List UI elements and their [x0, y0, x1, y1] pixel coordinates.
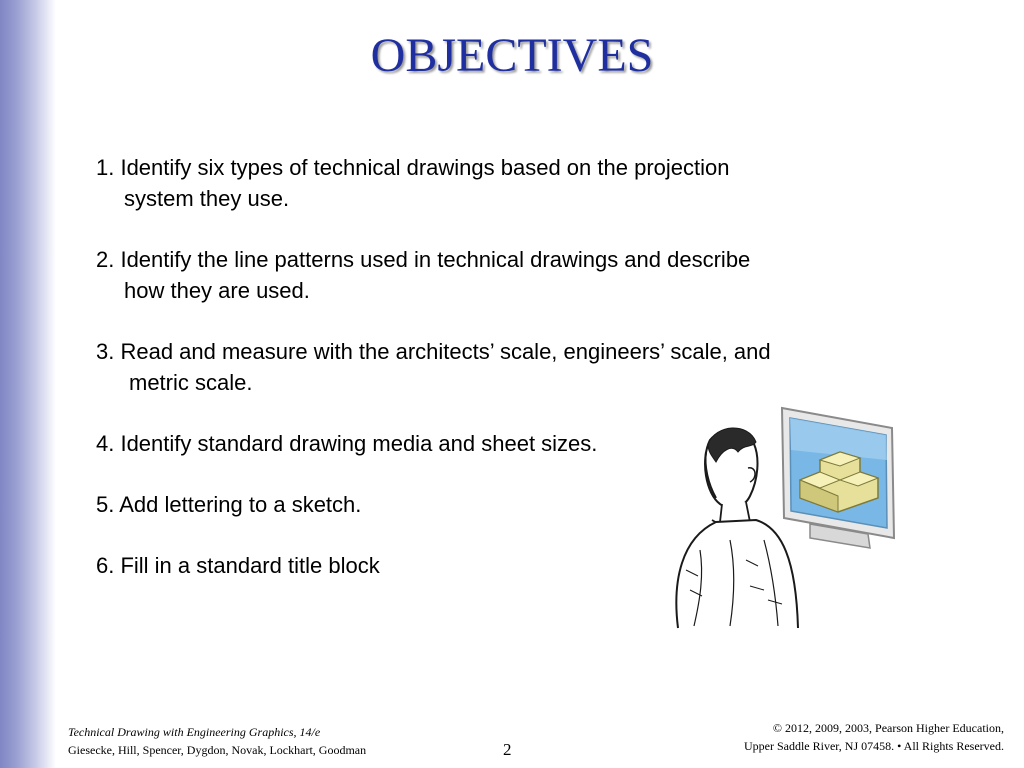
- footer-publisher-line: Upper Saddle River, NJ 07458. • All Rights Reserved.: [743, 739, 1004, 753]
- objective-text: 1. Identify six types of technical drawings based on the projection: [96, 155, 730, 180]
- objective-item: [96, 336, 916, 398]
- left-gradient-bar: [0, 0, 56, 768]
- objective-item: [96, 244, 916, 306]
- page-number: 2: [503, 740, 512, 759]
- objective-text: 5. Add lettering to a sketch.: [96, 492, 362, 517]
- objective-text: 3. Read and measure with the architects’ scale, engineers’ scale, and: [96, 339, 771, 364]
- objective-continuation: metric scale.: [129, 370, 253, 395]
- objective-text: 4. Identify standard drawing media and sheet sizes.: [96, 431, 598, 456]
- footer-copyright-line: © 2012, 2009, 2003, Pearson Higher Education,: [772, 721, 1004, 735]
- footer-book-title: Technical Drawing with Engineering Graphics, 14/e: [68, 725, 321, 739]
- person-at-monitor-icon: [660, 400, 910, 630]
- footer-citation: [68, 723, 366, 759]
- footer-copyright: [744, 719, 1004, 755]
- objective-item: [96, 152, 916, 214]
- footer-authors: Giesecke, Hill, Spencer, Dygdon, Novak, Lockhart, Goodman: [68, 743, 367, 757]
- slide-title: OBJECTIVES: [370, 29, 654, 82]
- objective-text: 6. Fill in a standard title block: [96, 553, 380, 578]
- objective-text: 2. Identify the line patterns used in technical drawings and describe: [96, 247, 751, 272]
- objective-continuation: how they are used.: [124, 278, 310, 303]
- objective-continuation: system they use.: [124, 186, 290, 211]
